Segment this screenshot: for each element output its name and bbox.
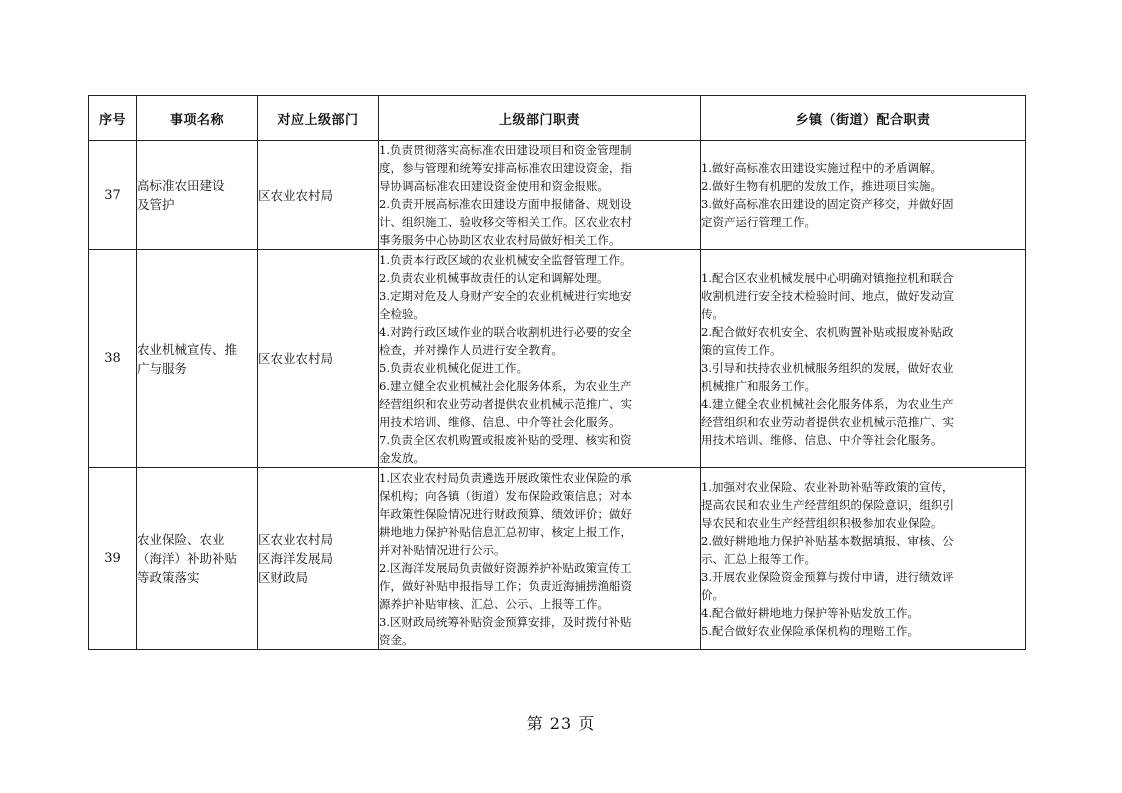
text-line: 策的宣传工作。 <box>701 342 782 357</box>
text-line: 提高农民和农业生产经营组织的保险意识，组织引 <box>701 497 954 512</box>
text-line: 价。 <box>701 587 724 602</box>
text-line: 2.做好生物有机肥的发放工作，推进项目实施。 <box>701 179 942 193</box>
text-line: 2.做好耕地地力保护补贴基本数据填报、审核、公 <box>701 533 954 548</box>
text-line: 区财政局 <box>258 570 309 585</box>
text-line: 3.做好高标准农田建设的固定资产移交，并做好固 <box>701 197 954 211</box>
text-line: 5.负责农业机械化促进工作。 <box>379 360 528 375</box>
text-line: 区农业农村局 <box>258 187 334 203</box>
text-line: 全检验。 <box>379 306 425 321</box>
text-line: 1.加强对农业保险、农业补助补贴等政策的宣传， <box>701 479 954 494</box>
row-upper-department <box>258 250 379 468</box>
text-line: 经营组织和农业劳动者提供农业机械示范推广、实 <box>379 396 632 411</box>
text-line: 导协调高标准农田建设资金使用和资金报账。 <box>379 179 609 193</box>
text-line: 保机构；向各镇（街道）发布保险政策信息；对本 <box>379 488 632 503</box>
text-line: 源养护补贴审核、汇总、公示、上报等工作。 <box>379 596 609 611</box>
text-line: 2.区海洋发展局负责做好资源养护补贴政策宣传工 <box>379 560 632 575</box>
text-line: 区海洋发展局 <box>258 551 334 566</box>
text-line: 1.负责本行政区域的农业机械安全监督管理工作。 <box>379 252 632 267</box>
header-item-name: 事项名称 <box>137 96 258 141</box>
text-line: 1.区农业农村局负责遴选开展政策性农业保险的承 <box>379 470 632 485</box>
text-line: （海洋）补助补贴 <box>137 551 238 566</box>
text-line: 定资产运行管理工作。 <box>701 215 816 229</box>
text-line: 传。 <box>701 306 724 321</box>
text-line: 3.区财政局统筹补贴资金预算安排，及时拨付补贴 <box>379 614 632 629</box>
text-line: 4.对跨行政区域作业的联合收割机进行必要的安全 <box>379 324 632 339</box>
text-line: 检查，并对操作人员进行安全教育。 <box>379 342 563 357</box>
table-row <box>89 468 1026 650</box>
text-line: 资金。 <box>379 632 414 647</box>
text-line: 5.配合做好农业保险承保机构的理赔工作。 <box>701 623 919 638</box>
text-line: 并对补贴情况进行公示。 <box>379 542 506 557</box>
row-town-duties <box>701 468 1026 650</box>
text-line: 金发放。 <box>379 450 425 465</box>
text-line: 事务服务中心协助区农业农村局做好相关工作。 <box>379 233 621 247</box>
row-town-duties <box>701 250 1026 468</box>
text-line: 农业机械宣传、推 <box>137 341 238 357</box>
text-line: 用技术培训、维修、信息、中介等社会化服务。 <box>379 414 621 429</box>
text-line: 3.定期对危及人身财产安全的农业机械进行实地安 <box>379 288 632 303</box>
text-line: 4.配合做好耕地地力保护等补贴发放工作。 <box>701 605 919 620</box>
text-line: 4.建立健全农业机械社会化服务体系，为农业生产 <box>701 396 954 411</box>
text-line: 3.开展农业保险资金预算与拨付申请，进行绩效评 <box>701 569 954 584</box>
table-row <box>89 141 1026 250</box>
header-upper-department: 对应上级部门 <box>258 96 379 141</box>
text-line: 等政策落实 <box>137 570 200 585</box>
text-line: 2.负责农业机械事故责任的认定和调解处理。 <box>379 270 609 285</box>
row-item-name <box>137 141 258 250</box>
text-line: 计、组织施工、验收移交等相关工作。区农业农村 <box>379 215 632 229</box>
row-serial: 38 <box>89 250 137 468</box>
text-line: 导农民和农业生产经营组织积极参加农业保险。 <box>701 515 943 530</box>
page-number: 第 23 页 <box>526 714 596 733</box>
text-line: 示、汇总上报等工作。 <box>701 551 816 566</box>
text-line: 1.做好高标准农田建设实施过程中的矛盾调解。 <box>701 161 942 175</box>
text-line: 及管护 <box>137 197 175 212</box>
text-line: 2.负责开展高标准农田建设方面申报储备、规划设 <box>379 197 632 211</box>
text-line: 3.引导和扶持农业机械服务组织的发展，做好农业 <box>701 360 954 375</box>
text-line: 区农业农村局 <box>258 351 334 366</box>
row-serial: 39 <box>89 468 137 650</box>
row-town-duties <box>701 141 1026 250</box>
text-line: 耕地地力保护补贴信息汇总初审、核定上报工作， <box>379 524 632 539</box>
text-line: 用技术培训、维修、信息、中介等社会化服务。 <box>701 432 943 447</box>
text-line: 7.负责全区农机购置或报废补贴的受理、核实和资 <box>379 432 632 447</box>
text-line: 农业保险、农业 <box>137 532 225 547</box>
text-line: 年政策性保险情况进行财政预算、绩效评价；做好 <box>379 506 632 521</box>
row-item-name <box>137 250 258 468</box>
row-upper-duties <box>379 250 701 468</box>
text-line: 经营组织和农业劳动者提供农业机械示范推广、实 <box>701 414 954 429</box>
duties-table <box>88 95 1026 650</box>
text-line: 1.配合区农业机械发展中心明确对镇拖拉机和联合 <box>701 270 954 285</box>
header-town-duties: 乡镇（街道）配合职责 <box>701 96 1026 141</box>
text-line: 1.负责贯彻落实高标准农田建设项目和资金管理制 <box>379 143 632 157</box>
row-upper-department <box>258 141 379 250</box>
row-item-name <box>137 468 258 650</box>
row-serial: 37 <box>89 141 137 250</box>
text-line: 机械推广和服务工作。 <box>701 378 816 393</box>
header-serial: 序号 <box>89 96 137 141</box>
text-line: 区农业农村局 <box>258 532 334 547</box>
text-line: 收割机进行安全技术检验时间、地点，做好发动宣 <box>701 288 954 303</box>
text-line: 高标准农田建设 <box>137 178 225 193</box>
text-line: 6.建立健全农业机械社会化服务体系，为农业生产 <box>379 378 632 393</box>
text-line: 度，参与管理和统筹安排高标准农田建设资金，指 <box>379 161 632 175</box>
text-line: 2.配合做好农机安全、农机购置补贴或报废补贴政 <box>701 324 954 339</box>
table-header-row <box>89 96 1026 141</box>
header-upper-duties: 上级部门职责 <box>379 96 701 141</box>
row-upper-duties <box>379 141 701 250</box>
row-upper-duties <box>379 468 701 650</box>
row-upper-department <box>258 468 379 650</box>
text-line: 广与服务 <box>137 360 188 376</box>
text-line: 作，做好补贴申报指导工作；负责近海捕捞渔船资 <box>379 578 632 593</box>
table-row <box>89 250 1026 468</box>
